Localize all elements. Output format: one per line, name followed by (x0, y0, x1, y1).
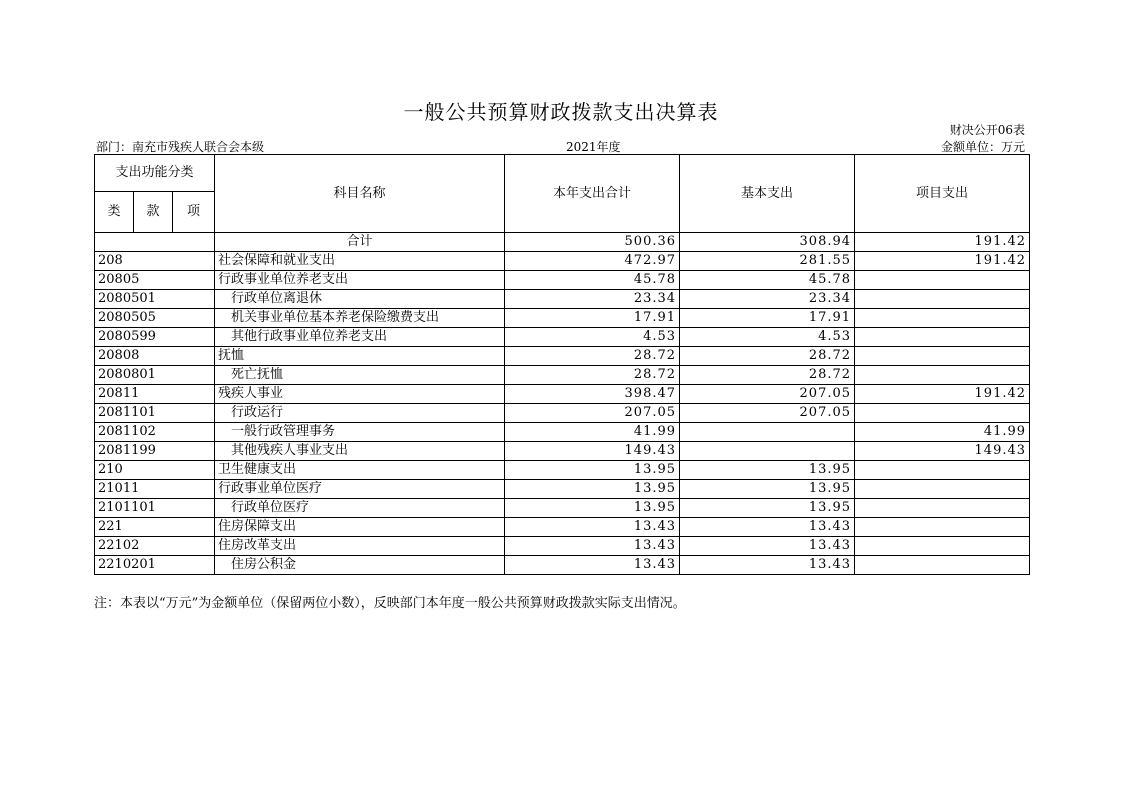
row-project-amount (855, 480, 1030, 499)
row-total-amount: 500.36 (505, 233, 680, 252)
row-basic-amount: 28.72 (680, 366, 855, 385)
row-subject-name: 社会保障和就业支出 (215, 252, 505, 271)
row-subject-name: 合计 (215, 233, 505, 252)
row-basic-amount: 4.53 (680, 328, 855, 347)
row-subject-name: 一般行政管理事务 (215, 423, 505, 442)
total-row (95, 233, 1030, 252)
row-project-amount: 191.42 (855, 252, 1030, 271)
row-code: 20808 (95, 347, 215, 366)
row-subject-name: 抚恤 (215, 347, 505, 366)
table-row (95, 347, 1030, 366)
header-project: 项目支出 (855, 155, 1030, 233)
row-project-amount (855, 271, 1030, 290)
row-total-amount: 13.95 (505, 480, 680, 499)
row-basic-amount: 13.43 (680, 556, 855, 575)
row-basic-amount: 207.05 (680, 404, 855, 423)
header-lei: 类 (95, 192, 134, 233)
table-row (95, 290, 1030, 309)
table-row (95, 271, 1030, 290)
row-code (95, 233, 215, 252)
row-code: 2081199 (95, 442, 215, 461)
row-code: 20805 (95, 271, 215, 290)
row-total-amount: 28.72 (505, 347, 680, 366)
row-basic-amount: 207.05 (680, 385, 855, 404)
row-project-amount (855, 309, 1030, 328)
row-code: 2081102 (95, 423, 215, 442)
row-project-amount: 149.43 (855, 442, 1030, 461)
row-project-amount (855, 518, 1030, 537)
row-subject-name: 卫生健康支出 (215, 461, 505, 480)
row-code: 20811 (95, 385, 215, 404)
table-row (95, 499, 1030, 518)
row-subject-name: 死亡抚恤 (215, 366, 505, 385)
table-row (95, 518, 1030, 537)
table-row (95, 366, 1030, 385)
row-subject-name: 机关事业单位基本养老保险缴费支出 (215, 309, 505, 328)
row-code: 221 (95, 518, 215, 537)
row-total-amount: 13.95 (505, 499, 680, 518)
header-xiang: 项 (173, 192, 215, 233)
row-code: 2210201 (95, 556, 215, 575)
table-row (95, 480, 1030, 499)
table-row (95, 556, 1030, 575)
row-basic-amount: 13.95 (680, 480, 855, 499)
row-basic-amount: 45.78 (680, 271, 855, 290)
table-row (95, 442, 1030, 461)
row-project-amount (855, 461, 1030, 480)
row-project-amount (855, 556, 1030, 575)
row-project-amount (855, 290, 1030, 309)
footnote: 注：本表以“万元”为金额单位（保留两位小数），反映部门本年度一般公共预算财政拨款实际支出情况。 (94, 596, 686, 611)
row-total-amount: 13.95 (505, 461, 680, 480)
row-project-amount: 41.99 (855, 423, 1030, 442)
row-subject-name: 住房保障支出 (215, 518, 505, 537)
row-total-amount: 23.34 (505, 290, 680, 309)
row-total-amount: 28.72 (505, 366, 680, 385)
table-row (95, 252, 1030, 271)
year-label: 2021年度 (566, 140, 621, 154)
row-total-amount: 149.43 (505, 442, 680, 461)
header-subject: 科目名称 (215, 155, 505, 233)
unit-label: 金额单位：万元 (940, 140, 1025, 154)
row-code: 2080505 (95, 309, 215, 328)
row-code: 2080801 (95, 366, 215, 385)
row-project-amount: 191.42 (855, 385, 1030, 404)
row-subject-name: 行政事业单位医疗 (215, 480, 505, 499)
row-basic-amount: 13.95 (680, 461, 855, 480)
row-basic-amount: 281.55 (680, 252, 855, 271)
row-total-amount: 45.78 (505, 271, 680, 290)
row-code: 22102 (95, 537, 215, 556)
row-subject-name: 行政单位医疗 (215, 499, 505, 518)
row-project-amount: 191.42 (855, 233, 1030, 252)
row-total-amount: 13.43 (505, 556, 680, 575)
row-code: 208 (95, 252, 215, 271)
row-subject-name: 住房改革支出 (215, 537, 505, 556)
header-basic: 基本支出 (680, 155, 855, 233)
form-number: 财决公开06表 (949, 123, 1025, 137)
row-total-amount: 472.97 (505, 252, 680, 271)
row-code: 2101101 (95, 499, 215, 518)
row-total-amount: 13.43 (505, 518, 680, 537)
row-project-amount (855, 347, 1030, 366)
expenditure-table (94, 154, 1030, 575)
row-code: 2081101 (95, 404, 215, 423)
row-basic-amount: 13.43 (680, 518, 855, 537)
table-row (95, 404, 1030, 423)
row-code: 2080501 (95, 290, 215, 309)
department-label: 部门：南充市残疾人联合会本级 (96, 140, 265, 154)
row-subject-name: 行政运行 (215, 404, 505, 423)
row-total-amount: 41.99 (505, 423, 680, 442)
table-row (95, 328, 1030, 347)
header-total: 本年支出合计 (505, 155, 680, 233)
row-basic-amount: 308.94 (680, 233, 855, 252)
row-subject-name: 残疾人事业 (215, 385, 505, 404)
row-subject-name: 住房公积金 (215, 556, 505, 575)
header-kuan: 款 (134, 192, 173, 233)
row-project-amount (855, 328, 1030, 347)
row-code: 2080599 (95, 328, 215, 347)
page-title: 一般公共预算财政拨款支出决算表 (403, 100, 719, 124)
table-row (95, 423, 1030, 442)
row-code: 21011 (95, 480, 215, 499)
row-code: 210 (95, 461, 215, 480)
table-row (95, 309, 1030, 328)
table-row (95, 461, 1030, 480)
header-row-top (95, 155, 1030, 192)
row-basic-amount: 13.95 (680, 499, 855, 518)
row-basic-amount: 17.91 (680, 309, 855, 328)
row-project-amount (855, 366, 1030, 385)
row-subject-name: 行政单位离退休 (215, 290, 505, 309)
row-total-amount: 13.43 (505, 537, 680, 556)
table-row (95, 537, 1030, 556)
row-basic-amount (680, 423, 855, 442)
row-subject-name: 其他残疾人事业支出 (215, 442, 505, 461)
row-subject-name: 行政事业单位养老支出 (215, 271, 505, 290)
row-project-amount (855, 537, 1030, 556)
row-basic-amount: 28.72 (680, 347, 855, 366)
row-total-amount: 17.91 (505, 309, 680, 328)
row-subject-name: 其他行政事业单位养老支出 (215, 328, 505, 347)
header-func-class: 支出功能分类 (95, 155, 215, 192)
row-project-amount (855, 499, 1030, 518)
row-total-amount: 207.05 (505, 404, 680, 423)
row-basic-amount: 23.34 (680, 290, 855, 309)
row-project-amount (855, 404, 1030, 423)
row-total-amount: 4.53 (505, 328, 680, 347)
row-total-amount: 398.47 (505, 385, 680, 404)
row-basic-amount: 13.43 (680, 537, 855, 556)
table-row (95, 385, 1030, 404)
row-basic-amount (680, 442, 855, 461)
